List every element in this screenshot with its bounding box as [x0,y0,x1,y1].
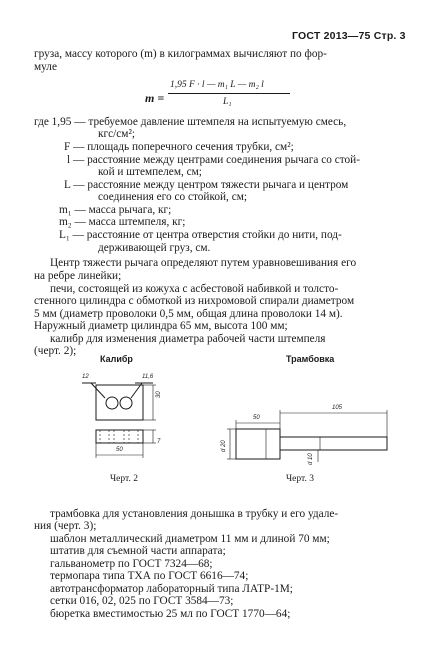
dim-label: 7 [157,439,161,445]
figure-title-caliber: Калибр [100,354,133,364]
definition-line: L — расстояние между центром тяжести рычага и центром [64,179,349,191]
dim-label: d 10 [308,453,314,465]
text-line: 5 мм (диаметр проволоки 0,5 мм, общая длина проволоки 14 м). [34,308,343,320]
dim-label: d 20 [221,440,227,452]
caliber-top-view [82,383,156,420]
figure-caption-3: Черт. 3 [286,474,314,484]
dim-label: 11,6 [142,374,154,380]
text-line: (черт. 2); [34,345,77,357]
text-line: Центр тяжести рычага определяют путем уравновешивания его [50,257,357,269]
dim-label: 50 [253,415,260,421]
dim-label: 105 [332,405,343,411]
formula-denominator: L₁ [223,97,232,107]
text-line: на ребре линейки; [34,270,122,282]
list-line: штатив для съемной части аппарата; [50,545,226,557]
text-line: калибр для изменения диаметра рабочей части штемпеля [50,333,326,345]
caliber-side-view [96,430,156,458]
dim-label: 30 [156,391,162,398]
list-line: термопара типа ТХА по ГОСТ 6616—74; [50,570,249,582]
text-line: стенного цилиндра с обмоткой из нихромовой спирали диаметром [34,295,355,307]
page-header: ГОСТ 2013—75 Стр. 3 [292,30,406,42]
text-line: Наружный диаметр цилиндра 65 мм, высота 100 мм; [34,320,288,332]
rammer-drawing [227,410,387,462]
figure-title-rammer: Трамбовка [286,354,335,364]
list-line: шаблон металлический диаметром 11 мм и длиной 70 мм; [50,533,330,545]
figure-caption-2: Черт. 2 [110,474,138,484]
text-line: муле [34,61,57,73]
definition-line: m₁ — масса рычага, кг; [59,204,172,216]
list-line: ния (черт. 3); [34,520,97,532]
definition-line: m₂ — масса штемпеля, кг; [59,216,186,228]
definition-line: L₁ — расстояние от центра отверстия стойки до нити, под- [59,229,342,241]
list-line: трамбовка для установления донышка в трубку и его удале- [50,508,339,520]
formula-numerator: 1,95 F · l — m₁ L — m₂ l [170,80,264,90]
dim-label: 12 [82,374,89,380]
definition-line: F — площадь поперечного сечения трубки, см²; [64,141,294,153]
definition-line: кой и штемпелем, см; [98,166,202,178]
definition-line: где 1,95 — требуемое давление штемпеля на испытуемую смесь, [34,116,347,128]
definition-line: соединения его со стойкой, см; [98,191,248,203]
list-line: автотрансформатор лабораторный типа ЛАТР-1М; [50,583,293,595]
list-line: сетки 016, 02, 025 по ГОСТ 3584—73; [50,595,234,607]
dim-label: 50 [116,447,123,453]
text-line: печи, состоящей из кожуха с асбестовой набивкой и толсто- [50,283,339,295]
list-line: гальванометр по ГОСТ 7324—68; [50,558,213,570]
list-line: бюретка вместимостью 25 мл по ГОСТ 1770—64; [50,608,291,620]
text-line: груза, массу которого (m) в килограммах вычисляют по фор- [34,48,327,60]
definition-line: l — расстояние между центрами соединения рычага со стой- [67,154,360,166]
formula-lhs: m = [145,91,165,105]
definition-line: кгс/см²; [98,128,135,140]
definition-line: держивающей груз, см. [98,242,211,254]
